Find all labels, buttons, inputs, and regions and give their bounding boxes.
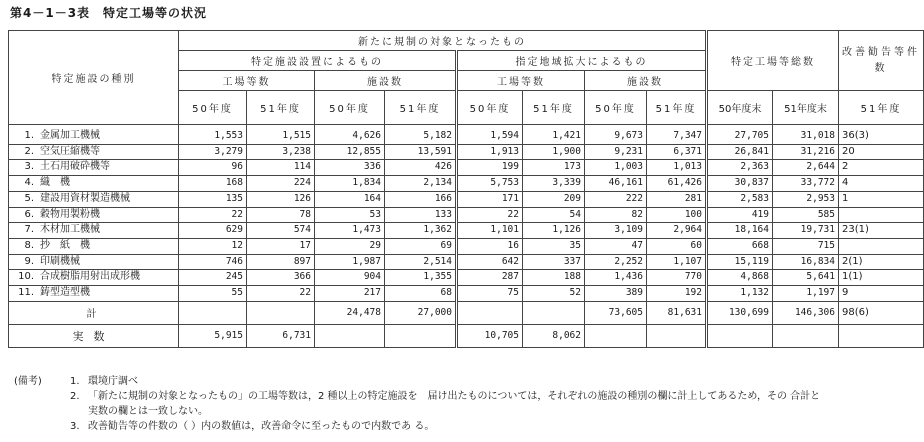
table-row (9, 191, 924, 207)
table-cell: 60 (647, 238, 707, 254)
facility-type-cell (9, 270, 179, 286)
table-cell: 426 (385, 160, 457, 176)
table-cell: 217 (315, 286, 385, 302)
table-cell: 336 (315, 160, 385, 176)
table-cell: 26,841 (707, 144, 773, 160)
table-cell (179, 301, 247, 324)
facility-type-cell (9, 176, 179, 192)
table-cell: 173 (523, 160, 585, 176)
table-cell: 73,605 (585, 301, 647, 324)
factory-count-header: 工場等数 (179, 71, 315, 91)
table-cell: 6,731 (247, 324, 315, 347)
table-cell: 2,363 (707, 160, 773, 176)
table-cell: 6,371 (647, 144, 707, 160)
table-cell: 18,164 (707, 223, 773, 239)
facility-type-name: 木材加工機械 (40, 224, 100, 236)
table-cell: 54 (523, 207, 585, 223)
row-number: 9. (24, 255, 34, 267)
row-number: 11. (18, 287, 34, 299)
table-row (9, 270, 924, 286)
table-cell: 1,594 (457, 125, 523, 145)
table-cell (707, 324, 773, 347)
table-cell: 2,953 (773, 191, 839, 207)
type-header: 特定施設の種別 (9, 31, 179, 125)
table-row (9, 207, 924, 223)
facility-count-header: 施設数 (315, 71, 457, 91)
facility-install-header: 特定施設設置によるもの (179, 51, 457, 71)
table-title: 第4－1－3表 特定工場等の状況 (10, 6, 208, 20)
table-cell: 2,644 (773, 160, 839, 176)
table-row (9, 286, 924, 302)
table-cell: 23(1) (839, 223, 924, 239)
table-cell: 27,000 (385, 301, 457, 324)
table-cell: 168 (179, 176, 247, 192)
new-regulated-header: 新たに規制の対象となったもの (179, 31, 707, 51)
table-cell: 46,161 (585, 176, 647, 192)
table-cell: 15,119 (707, 254, 773, 270)
table-cell: 30,837 (707, 176, 773, 192)
table-row (9, 125, 924, 145)
table-cell: 1,107 (647, 254, 707, 270)
table-cell: 419 (707, 207, 773, 223)
notes (14, 374, 820, 434)
facility-type-cell (9, 144, 179, 160)
row-number: 1. (24, 130, 34, 141)
row-number: 4. (24, 177, 34, 189)
actual-label: 実数 (9, 324, 179, 347)
table-cell: 55 (179, 286, 247, 302)
table-cell: 27,705 (707, 125, 773, 145)
table-cell: 4,868 (707, 270, 773, 286)
facility-type-name: 金属加工機械 (40, 130, 100, 141)
table-cell: 5,915 (179, 324, 247, 347)
table-cell: 389 (585, 286, 647, 302)
table-cell: 366 (247, 270, 315, 286)
table-cell: 1,197 (773, 286, 839, 302)
table-cell: 1,987 (315, 254, 385, 270)
table-cell: 287 (457, 270, 523, 286)
table-cell: 1,834 (315, 176, 385, 192)
table-cell: 1,355 (385, 270, 457, 286)
year-51-header: 51年度 (247, 91, 315, 125)
facility-type-cell (9, 238, 179, 254)
table-cell: 16 (457, 238, 523, 254)
table-cell (247, 301, 315, 324)
table-cell (385, 324, 457, 347)
table-cell (839, 238, 924, 254)
table-cell: 2,134 (385, 176, 457, 192)
table-cell: 16,834 (773, 254, 839, 270)
table-cell (457, 301, 523, 324)
end-50-header: 50年度末 (707, 91, 773, 125)
note-number: 2. (70, 391, 80, 402)
table-cell: 5,753 (457, 176, 523, 192)
table-cell: 668 (707, 238, 773, 254)
table-row (9, 223, 924, 239)
year-51-header: 51年度 (647, 91, 707, 125)
table-cell: 31,018 (773, 125, 839, 145)
facility-type-cell (9, 125, 179, 145)
table-cell: 9 (839, 286, 924, 302)
table-cell: 22 (457, 207, 523, 223)
table-cell: 1,013 (647, 160, 707, 176)
notes-heading: (備考) (14, 376, 42, 387)
table-cell: 130,699 (707, 301, 773, 324)
table-cell: 222 (585, 191, 647, 207)
table-cell: 1 (839, 191, 924, 207)
facility-type-name: 空気圧縮機等 (40, 145, 100, 157)
table-cell (839, 324, 924, 347)
table-cell: 1,913 (457, 144, 523, 160)
table-cell: 166 (385, 191, 457, 207)
year-50-header: 50年度 (179, 91, 247, 125)
table-row (9, 160, 924, 176)
table-cell: 1,101 (457, 223, 523, 239)
total-factories-header: 特定工場等総数 (707, 31, 839, 91)
table-cell: 22 (179, 207, 247, 223)
facility-type-cell (9, 160, 179, 176)
table-cell: 35 (523, 238, 585, 254)
table-cell (585, 324, 647, 347)
note-text: 「新たに規制の対象となったもの」の工場等数は，2 種以上の特定施設を 届け出たものについては，それぞれの施設の種別の欄に計上してあるため，その 合計と (88, 391, 821, 402)
table-cell (839, 207, 924, 223)
note-text: 実数の欄とは一致しない。 (88, 406, 208, 417)
table-cell: 1,436 (585, 270, 647, 286)
table-cell: 629 (179, 223, 247, 239)
table-cell: 1,553 (179, 125, 247, 145)
table-cell: 82 (585, 207, 647, 223)
table-cell: 281 (647, 191, 707, 207)
end-51-header: 51年度末 (773, 91, 839, 125)
row-number: 2. (24, 145, 34, 157)
orders-year-header: 51年度 (839, 91, 924, 125)
table-row (9, 144, 924, 160)
table-cell: 1,126 (523, 223, 585, 239)
table-cell: 31,216 (773, 144, 839, 160)
year-50-header: 50年度 (457, 91, 523, 125)
table-cell (647, 324, 707, 347)
table-cell: 164 (315, 191, 385, 207)
table-cell: 52 (523, 286, 585, 302)
table-cell: 1,515 (247, 125, 315, 145)
table-row (9, 176, 924, 192)
note-text: 改善勧告等の件数の（ ）内の数値は，改善命令に至ったもので内数であ る。 (88, 421, 435, 432)
table-cell: 3,279 (179, 144, 247, 160)
table-row (9, 254, 924, 270)
table-cell: 188 (523, 270, 585, 286)
table-cell: 9,231 (585, 144, 647, 160)
facility-type-name: 建設用資材製造機械 (40, 192, 130, 204)
factory-status-table (8, 30, 924, 348)
row-number: 7. (24, 224, 34, 236)
total-row (9, 301, 924, 324)
year-51-header: 51年度 (523, 91, 585, 125)
table-cell: 75 (457, 286, 523, 302)
table-cell: 13,591 (385, 144, 457, 160)
table-cell: 78 (247, 207, 315, 223)
table-cell: 337 (523, 254, 585, 270)
table-cell: 199 (457, 160, 523, 176)
facility-type-cell (9, 254, 179, 270)
table-cell: 20 (839, 144, 924, 160)
table-cell: 69 (385, 238, 457, 254)
table-cell: 642 (457, 254, 523, 270)
table-cell: 47 (585, 238, 647, 254)
facility-type-cell (9, 223, 179, 239)
facility-type-cell (9, 286, 179, 302)
table-cell: 81,631 (647, 301, 707, 324)
table-cell: 770 (647, 270, 707, 286)
row-number: 8. (24, 239, 34, 251)
table-cell (315, 324, 385, 347)
actual-row (9, 324, 924, 347)
row-number: 10. (18, 271, 34, 283)
table-cell: 897 (247, 254, 315, 270)
table-cell: 29 (315, 238, 385, 254)
orders-header: 改善勧告等件数 (839, 31, 924, 91)
table-cell: 5,641 (773, 270, 839, 286)
table-cell: 245 (179, 270, 247, 286)
table-cell: 53 (315, 207, 385, 223)
table-cell: 2,252 (585, 254, 647, 270)
table-cell: 3,109 (585, 223, 647, 239)
table-cell: 2 (839, 160, 924, 176)
table-cell (773, 324, 839, 347)
facility-type-name: 穀物用製粉機 (40, 208, 100, 220)
table-cell: 9,673 (585, 125, 647, 145)
table-cell: 209 (523, 191, 585, 207)
table-cell: 1,132 (707, 286, 773, 302)
table-cell: 2,514 (385, 254, 457, 270)
table-cell: 19,731 (773, 223, 839, 239)
facility-type-name: 織機 (40, 177, 80, 189)
table-cell: 61,426 (647, 176, 707, 192)
row-number: 6. (24, 208, 34, 220)
table-cell: 1,003 (585, 160, 647, 176)
table-cell: 2,583 (707, 191, 773, 207)
table-cell: 146,306 (773, 301, 839, 324)
table-cell: 22 (247, 286, 315, 302)
facility-count-header: 施設数 (585, 71, 707, 91)
table-cell: 171 (457, 191, 523, 207)
note-number: 3. (70, 421, 80, 432)
table-cell: 8,062 (523, 324, 585, 347)
table-cell: 100 (647, 207, 707, 223)
table-cell: 904 (315, 270, 385, 286)
area-expansion-header: 指定地域拡大によるもの (457, 51, 707, 71)
table-cell: 33,772 (773, 176, 839, 192)
table-cell: 4 (839, 176, 924, 192)
table-cell: 1,473 (315, 223, 385, 239)
table-cell: 224 (247, 176, 315, 192)
facility-type-name: 土石用破砕機等 (40, 161, 110, 173)
table-cell: 2,964 (647, 223, 707, 239)
table-cell: 98(6) (839, 301, 924, 324)
table-cell: 1,421 (523, 125, 585, 145)
facility-type-cell (9, 207, 179, 223)
table-cell: 1(1) (839, 270, 924, 286)
table-row (9, 238, 924, 254)
facility-type-name: 合成樹脂用射出成形機 (40, 271, 140, 283)
table-cell: 746 (179, 254, 247, 270)
table-cell: 3,238 (247, 144, 315, 160)
total-label: 計 (9, 301, 179, 324)
note-text: 環境庁調べ (88, 376, 138, 387)
table-cell: 7,347 (647, 125, 707, 145)
table-cell: 715 (773, 238, 839, 254)
table-cell: 68 (385, 286, 457, 302)
table-cell: 10,705 (457, 324, 523, 347)
table-cell: 135 (179, 191, 247, 207)
year-50-header: 50年度 (315, 91, 385, 125)
table-cell: 4,626 (315, 125, 385, 145)
row-number: 5. (24, 192, 34, 204)
factory-count-header: 工場等数 (457, 71, 585, 91)
table-cell: 2(1) (839, 254, 924, 270)
table-cell: 12 (179, 238, 247, 254)
table-cell: 5,182 (385, 125, 457, 145)
facility-type-name: 抄紙機 (40, 239, 100, 251)
table-cell: 192 (647, 286, 707, 302)
table-cell: 114 (247, 160, 315, 176)
table-cell (523, 301, 585, 324)
table-cell: 36(3) (839, 125, 924, 145)
year-50-header: 50年度 (585, 91, 647, 125)
table-cell: 126 (247, 191, 315, 207)
facility-type-cell (9, 191, 179, 207)
row-number: 3. (24, 161, 34, 173)
year-51-header: 51年度 (385, 91, 457, 125)
table-cell: 574 (247, 223, 315, 239)
table-cell: 24,478 (315, 301, 385, 324)
table-cell: 1,900 (523, 144, 585, 160)
facility-type-name: 鋳型造型機 (40, 287, 90, 299)
table-cell: 3,339 (523, 176, 585, 192)
table-cell: 12,855 (315, 144, 385, 160)
table-cell: 585 (773, 207, 839, 223)
facility-type-name: 印刷機械 (40, 255, 80, 267)
note-number: 1. (70, 376, 80, 387)
table-cell: 17 (247, 238, 315, 254)
table-cell: 96 (179, 160, 247, 176)
table-cell: 133 (385, 207, 457, 223)
table-cell: 1,362 (385, 223, 457, 239)
